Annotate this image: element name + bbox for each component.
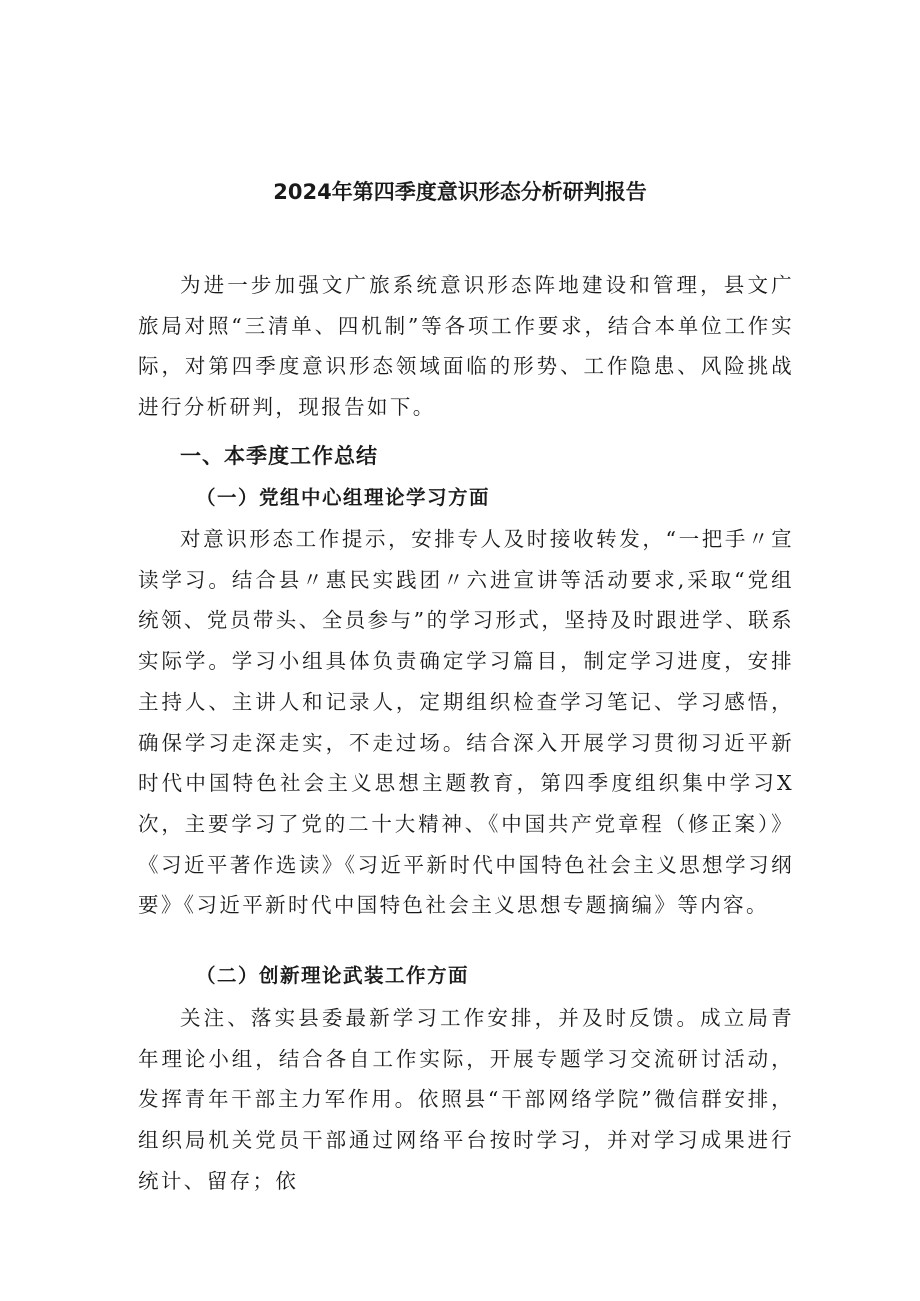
- party-study-paragraph: 对意识形态工作提示，安排专人及时接收转发，“一把手〃宣读学习。结合县〃惠民实践团〃六进宣讲等活动要求,采取“党组统领、党员带头、全员参与”的学习形式，坚持及时跟进学、联系实际学。学习小组具体负责确定学习篇目，制定学习进度，安排主持人、主讲人和记录人，定期组织检查学习笔记、学习感悟，确保学习走深走实，不走过场。结合深入开展学习贯彻习近平新时代中国特色社会主义思想主题教育，第四季度组织集中学习X次，主要学习了党的二十大精神、《中国共产党章程（修正案）》《习近平著作选读》《习近平新时代中国特色社会主义思想学习纲要》《习近平新时代中国特色社会主义思想专题摘编》等内容。: [138, 527, 794, 918]
- intro-paragraph: 为进一步加强文广旅系统意识形态阵地建设和管理，县文广旅局对照“三清单、四机制”等各项工作要求，结合本单位工作实际，对第四季度意识形态领域面临的形势、工作隐患、风险挑战进行分析研判，现报告如下。: [138, 273, 794, 420]
- subsection-heading-theory-work: （二）创新理论武装工作方面: [196, 964, 470, 987]
- subsection-heading-party-study: （一）党组中心组理论学习方面: [196, 486, 491, 509]
- theory-work-paragraph: 关注、落实县委最新学习工作安排，并及时反馈。成立局青年理论小组，结合各自工作实际，开展专题学习交流研讨活动，发挥青年干部主力军作用。依照县“干部网络学院”微信群安排，组织局机关党员干部通过网络平台按时学习，并对学习成果进行统计、留存；依: [138, 1006, 794, 1193]
- section-heading-summary: 一、本季度工作总结: [180, 444, 378, 468]
- document-title: 2024年第四季度意识形态分析研判报告: [273, 180, 647, 204]
